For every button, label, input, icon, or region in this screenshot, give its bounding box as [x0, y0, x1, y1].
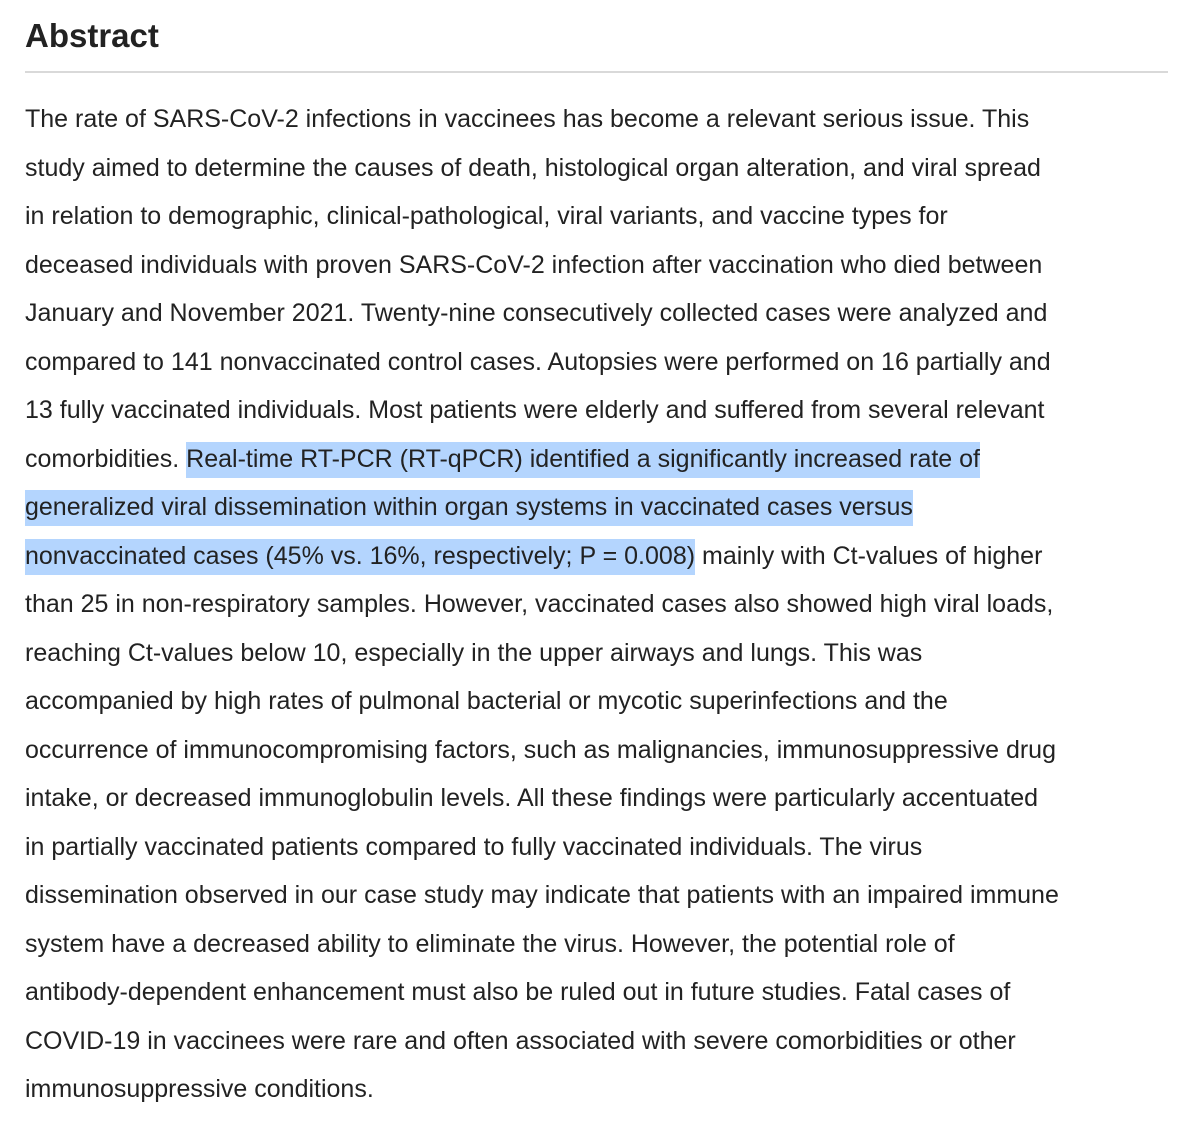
highlighted-text[interactable]: nonvaccinated cases (45% vs. 16%, respectively; P = 0.008)	[25, 539, 695, 575]
abstract-line: 13 fully vaccinated individuals. Most patients were elderly and suffered from several relevant	[25, 396, 1045, 424]
abstract-line: reaching Ct-values below 10, especially in the upper airways and lungs. This was	[25, 638, 923, 667]
highlighted-text[interactable]: Real-time RT-PCR (RT-qPCR) identified a significantly increased rate of	[186, 442, 980, 478]
abstract-line: accompanied by high rates of pulmonal bacterial or mycotic superinfections and the	[25, 687, 948, 715]
abstract-line: dissemination observed in our case study may indicate that patients with an impaired immune	[25, 881, 1059, 909]
abstract-line: occurrence of immunocompromising factors, such as malignancies, immunosuppressive drug	[25, 735, 1056, 764]
abstract-line: COVID-19 in vaccinees were rare and often associated with severe comorbidities or other	[25, 1026, 1016, 1055]
abstract-line: in partially vaccinated patients compared to fully vaccinated individuals. The virus	[25, 832, 923, 861]
abstract-section	[25, 14, 1170, 1114]
abstract-line: January and November 2021. Twenty-nine consecutively collected cases were analyzed and	[25, 299, 1048, 327]
abstract-line: system have a decreased ability to eliminate the virus. However, the potential role of	[25, 929, 955, 958]
abstract-line: than 25 in non-respiratory samples. However, vaccinated cases also showed high viral loads,	[25, 590, 1054, 618]
highlighted-text[interactable]: generalized viral dissemination within organ systems in vaccinated cases versus	[25, 490, 913, 526]
abstract-line: comorbidities. Real-time RT-PCR (RT-qPCR) identified a significantly increased rate of	[25, 435, 1175, 484]
abstract-line	[25, 483, 1175, 532]
abstract-line: deceased individuals with proven SARS-CoV-2 infection after vaccination who died between	[25, 250, 1043, 279]
abstract-line: compared to 141 nonvaccinated control cases. Autopsies were performed on 16 partially and	[25, 347, 1051, 376]
abstract-line: The rate of SARS-CoV-2 infections in vaccinees has become a relevant serious issue. This	[25, 105, 1030, 133]
abstract-heading: Abstract	[25, 17, 159, 54]
abstract-line: antibody-dependent enhancement must also be ruled out in future studies. Fatal cases of	[25, 978, 1011, 1006]
abstract-body	[25, 95, 1175, 1114]
abstract-line: nonvaccinated cases (45% vs. 16%, respectively; P = 0.008) mainly with Ct-values of higher	[25, 532, 1175, 581]
abstract-line: in relation to demographic, clinical-pathological, viral variants, and vaccine types for	[25, 202, 948, 230]
heading-divider	[25, 71, 1168, 73]
abstract-line: immunosuppressive conditions.	[25, 1075, 374, 1103]
abstract-line: intake, or decreased immunoglobulin levels. All these findings were particularly accentuated	[25, 784, 1039, 812]
abstract-line: study aimed to determine the causes of death, histological organ alteration, and viral spread	[25, 153, 1041, 182]
